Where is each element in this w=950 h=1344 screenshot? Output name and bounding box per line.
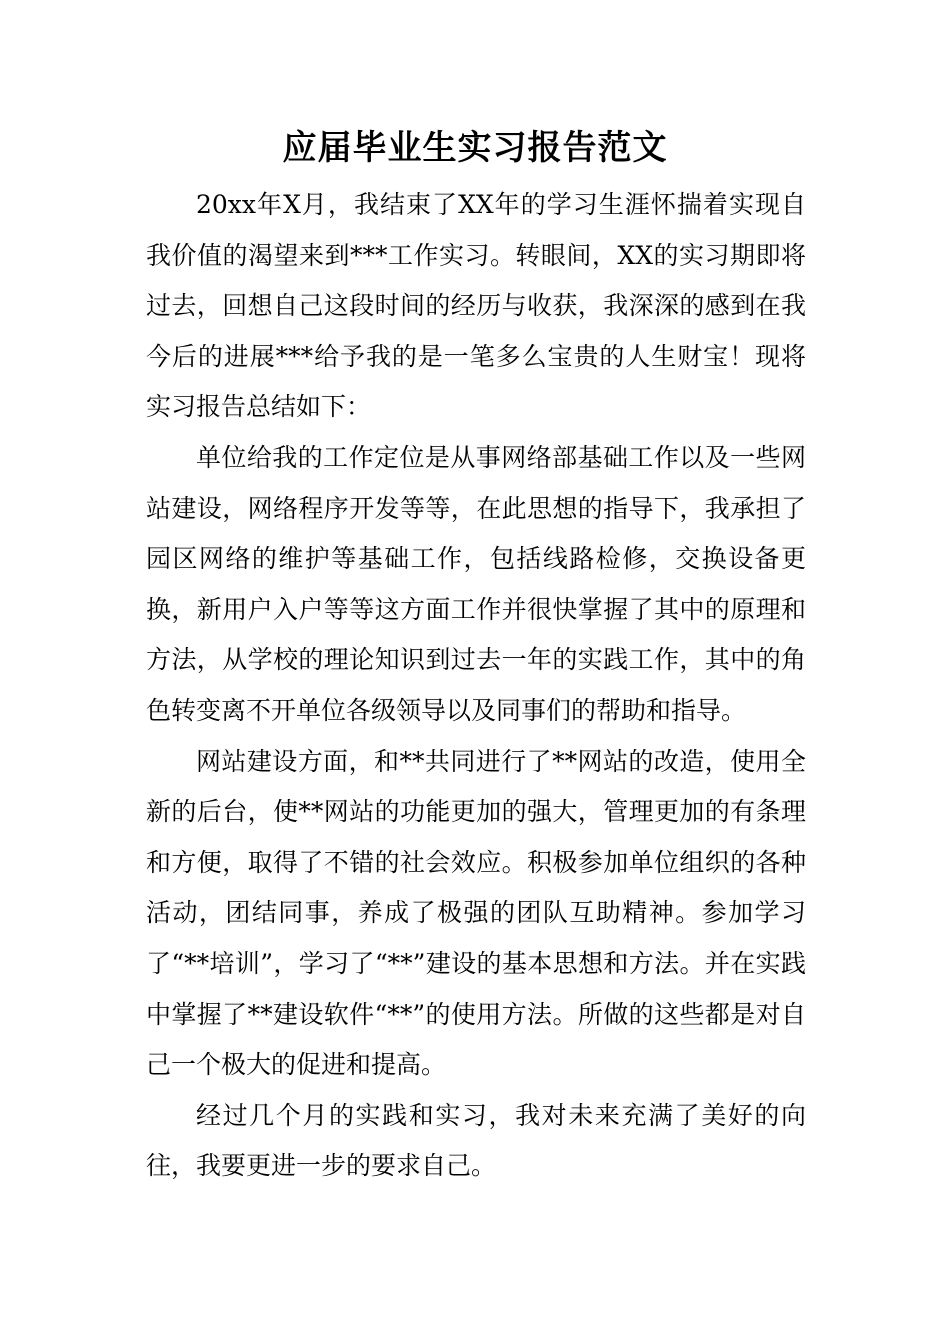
paragraph-4: 经过几个月的实践和实习，我对未来充满了美好的向往，我要更进一步的要求自己。 bbox=[146, 1100, 806, 1181]
paragraph-1: 20xx年X月，我结束了XX年的学习生涯怀揣着实现自我价值的渴望来到***工作实习。转眼间，XX的实习期即将过去，回想自己这段时间的经历与收获，我深深的感到在我今后的进展***给予我的是一笔多么宝贵的人生财宝！现将实习报告总结如下： bbox=[146, 190, 806, 422]
paragraph-3: 网站建设方面，和**共同进行了**网站的改造，使用全新的后台，使**网站的功能更加的强大，管理更加的有条理和方便，取得了不错的社会效应。积极参加单位组织的各种活动，团结同事，养成了极强的团队互助精神。参加学习了“**培训”，学习了“**”建设的基本思想和方法。并在实践中掌握了**建设软件“**”的使用方法。所做的这些都是对自己一个极大的促进和提高。 bbox=[146, 746, 806, 1080]
document-title: 应届毕业生实习报告范文 bbox=[282, 128, 668, 168]
paragraph-2: 单位给我的工作定位是从事网络部基础工作以及一些网站建设，网络程序开发等等，在此思想的指导下，我承担了园区网络的维护等基础工作，包括线路检修，交换设备更换，新用户入户等等这方面工作并很快掌握了其中的原理和方法，从学校的理论知识到过去一年的实践工作，其中的角色转变离不开单位各级领导以及同事们的帮助和指导。 bbox=[146, 442, 806, 725]
document-body bbox=[146, 180, 806, 1192]
